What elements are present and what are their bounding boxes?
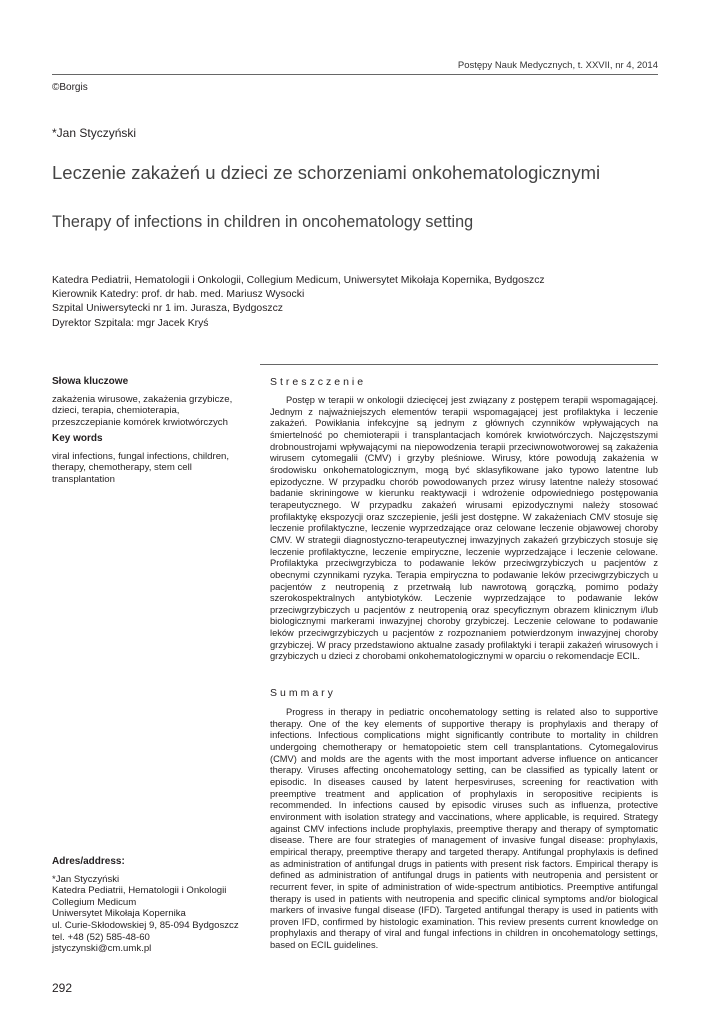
address-line: tel. +48 (52) 585-48-60	[52, 931, 150, 943]
address-heading: Adres/address:	[52, 856, 125, 867]
address-line: *Jan Styczyński	[52, 873, 120, 885]
abstract-english	[270, 707, 658, 952]
keywords-english-section	[52, 433, 247, 485]
keywords-polish-heading: Słowa kluczowe	[52, 376, 129, 387]
address-line: Collegium Medicum	[52, 896, 137, 908]
abstract-divider	[260, 364, 658, 365]
abstract-english-text: Progress in therapy in pediatric oncohematology setting is related also to supportive therapy. One of the key elements of supportive therapy is prophylaxis and therapy of infections. Infectious complications might significantly contribute to mortality in children undergoing chemotherapy or hematopoietic stem cell transplantations. Cytomegalovirus (CMV) and molds are the agents with the most important adverse influence on anticancer therapy. Viruses affecting oncohematology setting, can be classified as typically latent or episodic. In diseases caused by latent herpesviruses, screening for reactivation with preemptive treatment and application of prophylaxis in seropositive recipients is recommended. In infections caused by episodic viruses such as influenza, protective environment with isolation strategy and vaccinations, where applicable, is required. Strategy against CMV infections include prophylaxis, preemptive therapy and therapy of symptomatic disease. There are four strategies of management of invasive fungal disease: prophylaxis, empirical therapy, preemptive therapy and targeted therapy. Antifungal prophylaxis is defined as administration of antifungal drugs in patients with present risk factors. Empirical therapy is defined as administration of antifungal drugs in patients with neutropenia and persistent or recurrent fever, in spite of administration of wide-spectrum antibiotics. Preemptive antifungal therapy is used in patients with neutropenia and specific clinical symptoms and/or biological markers of invasive fungal disease (IFD). Targeted antifungal therapy is used in patients with proven IFD, confirmed by histologic examination. This review presents current knowledge on prophylaxis and therapy of viral and fungal infections in children in oncohematology settings, based on ECIL guidelines.	[270, 707, 658, 951]
keywords-polish-text: zakażenia wirusowe, zakażenia grzybicze, dzieci, terapia, chemioterapia, przeszczepianie komórek krwiotwórczych	[52, 393, 233, 428]
journal-citation: Postępy Nauk Medycznych, t. XXVII, nr 4, 2014	[457, 60, 658, 71]
keywords-english-heading: Key words	[52, 433, 103, 444]
abstract-polish	[270, 395, 658, 663]
address-line: Uniwersytet Mikołaja Kopernika	[52, 908, 186, 920]
keywords-polish-section	[52, 376, 247, 428]
streszczenie-heading: Streszczenie	[270, 376, 367, 388]
article-title-polish: Leczenie zakażeń u dzieci ze schorzeniami onkohematologicznymi	[52, 162, 601, 183]
address-line: Katedra Pediatrii, Hematologii i Onkologii	[52, 885, 227, 897]
keywords-english-text: viral infections, fungal infections, children, therapy, chemotherapy, stem cell transplantation	[52, 450, 230, 485]
header-divider	[52, 74, 658, 75]
affiliation-line: Kierownik Katedry: prof. dr hab. med. Mariusz Wysocki	[52, 289, 305, 301]
affiliation-block	[52, 274, 545, 331]
author-name: *Jan Styczyński	[52, 126, 137, 140]
publisher-mark: ©Borgis	[52, 82, 88, 93]
affiliation-line: Szpital Uniwersytecki nr 1 im. Jurasza, Bydgoszcz	[52, 303, 283, 315]
address-line: ul. Curie-Skłodowskiej 9, 85-094 Bydgoszcz	[52, 919, 239, 931]
article-title-english: Therapy of infections in children in oncohematology setting	[52, 213, 474, 231]
affiliation-line: Katedra Pediatrii, Hematologii i Onkologii, Collegium Medicum, Uniwersytet Mikołaja Kopernika, Bydgoszcz	[52, 275, 545, 286]
summary-heading: Summary	[270, 687, 336, 699]
affiliation-line: Dyrektor Szpitala: mgr Jacek Kryś	[52, 317, 209, 329]
address-email: jstyczynski@cm.umk.pl	[52, 943, 152, 955]
address-section	[52, 856, 247, 955]
abstract-polish-text: Postęp w terapii w onkologii dziecięcej jest związany z postępem terapii wspomagającej. Jednym z najważniejszych elementów terapii wspomagającej jest profilaktyka i leczenie zakażeń. Powikłania infekcyjne są jednym z głównych czynników wpływających na śmiertelność po chemioterapii i transplantacjach komórek krwiotwórczych. Najczęstszymi drobnoustrojami wpływającymi na niepowodzenia terapii przeciwnowotworowej są zakażenia wirusem cytomegalii (CMV) i grzyby pleśniowe. Wirusy, które powodują zakażenia w środowisku onkohematologicznym, mogą być sklasyfikowane jako typowo latentne lub epizodyczne. W przypadku chorób powodowanych przez wirusy latentne należy stosować badanie skriningowe w kierunku reaktywacji i wdrożenie odpowiedniego postępowania terapeutycznego. W przypadku zakażeń wirusami epizodycznymi należy stosować profilaktykę ekspozycji oraz szczepienie, jeśli jest dostępne. W zakażeniach CMV stosuje się leczenie profilaktyczne, leczenie wyprzedzające oraz celowane leczenie objawowej choroby CMV. W strategii diagnostyczno-terapeutycznej inwazyjnych zakażeń grzybiczych stosuje się leczenie profilaktyczne, leczenie empiryczne, leczenie wyprzedzające i leczenie celowane. Profilaktyka przeciwgrzybicza to podawanie leków przeciwgrzybiczych u pacjentów z obecnymi czynnikami ryzyka. Terapia empiryczna to podawanie leków przeciwgrzybiczych u pacjentów z neutropenią z przetrwałą lub nawrotową gorączką, pomimo podaży szerokospektralnych antybiotyków. Leczenie wyprzedzające to podawanie leków przeciwgrzybiczych u pacjentów z neutropenią oraz specyficznym obrazem klinicznym i/lub biologicznymi markerami inwazyjnej choroby grzybiczej. Leczenie celowane to podawanie leków przeciwgrzybiczych u pacjentów z rozpoznaniem potwierdzonym inwazyjnej choroby grzybiczej. W pracy przedstawiono aktualne zasady profilaktyki i terapii zakażeń wirusowych i grzybiczych u dzieci z chorobami onkohematologicznymi w oparciu o rekomendacje ECIL.	[270, 395, 658, 662]
page-number: 292	[52, 981, 73, 995]
